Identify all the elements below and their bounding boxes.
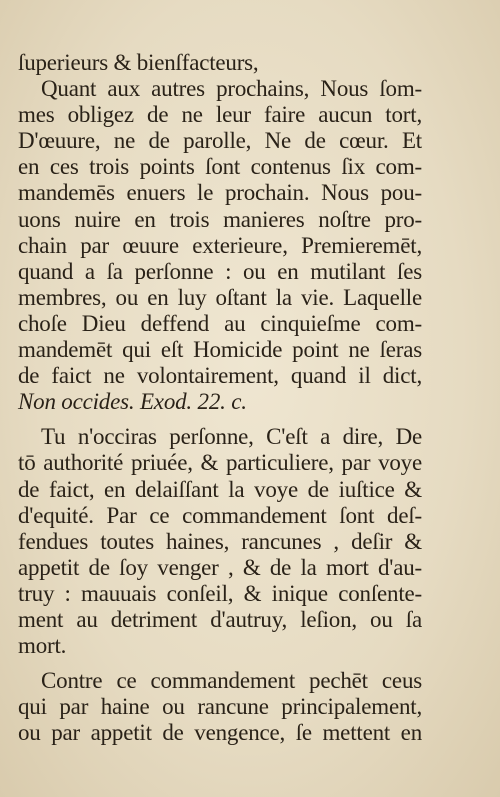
text-line: d'equité. Par ce commandement ſont deſ- [18,502,422,528]
text-line: membres, ou en luy oſtant la vie. Laquelle [18,284,422,310]
text-line: Tu n'occiras perſonne, C'eſt a dire, De [41,424,422,450]
text-line: tō authorité priuée, & particuliere, par voye [18,450,422,476]
text-line: Quant aux autres prochains, Nous ſom- [41,76,422,102]
paragraph [18,76,422,415]
paragraph [18,668,422,746]
text-line: mort. [18,633,67,659]
paragraph-gap [18,659,422,668]
text-line: D'œuure, ne de parolle, Ne de cœur. Et [18,128,422,154]
text-line: en ces trois points ſont contenus ſix com- [18,154,422,180]
text-line: de faict ne volontairement, quand il dict, [18,363,422,389]
scripture-reference: Non occides. Exod. 22. c. [18,389,247,415]
text-line: ou par appetit de vengence, ſe mettent en [18,720,422,746]
text-line: de faict, en delaiſſant la voye de iuſtice & [18,476,422,502]
paragraph [18,50,422,76]
text-line: choſe Dieu deffend au cinquieſme com- [18,310,422,336]
text-line: mandemēt qui eſt Homicide point ne ſeras [18,337,422,363]
text-line: ment au detriment d'autruy, leſion, ou ſa [18,606,422,632]
text-line: quand a ſa perſonne : ou en mutilant ſes [18,258,422,284]
paragraph [18,424,422,659]
text-line: uons nuire en trois manieres noſtre pro- [18,206,422,232]
text-line: mandemēs enuers le prochain. Nous pou- [18,180,422,206]
paragraph-gap [18,415,422,424]
text-line: Contre ce commandement pechēt ceus [41,668,422,694]
text-line: ſuperieurs & bienſfacteurs, [18,50,259,75]
text-line: appetit de ſoy venger , & de la mort d'au- [18,554,422,580]
text-line: truy : mauuais conſeil, & inique conſente- [18,580,422,606]
page-text [18,50,422,746]
text-line: fendues toutes haines, rancunes , deſir & [18,528,422,554]
text-line: qui par haine ou rancune principalement, [18,694,422,720]
text-line: chain par œuure exterieure, Premieremēt, [18,232,422,258]
text-line: mes obligez de ne leur faire aucun tort, [18,102,422,128]
